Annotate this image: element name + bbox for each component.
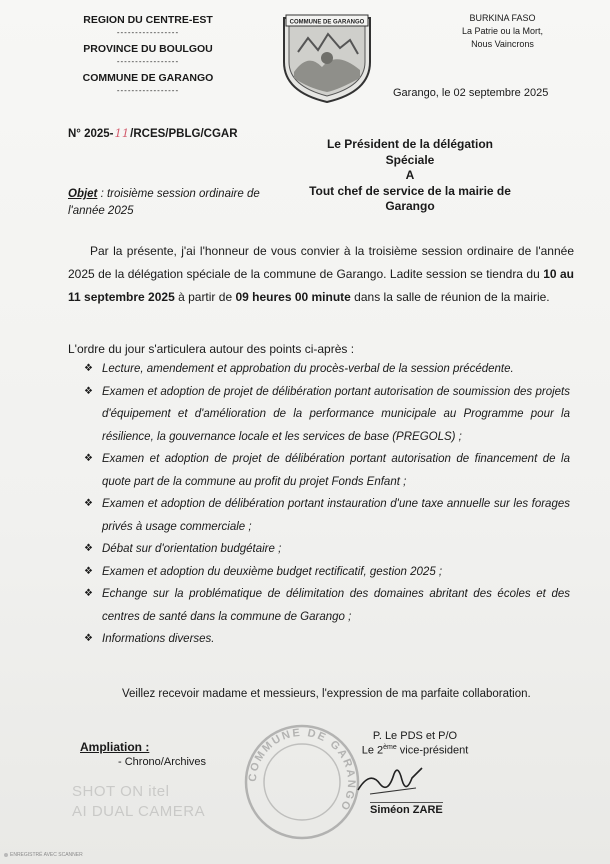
scanner-footer	[4, 852, 83, 858]
watermark-line: AI DUAL CAMERA	[72, 803, 206, 821]
handwritten-signature-icon	[350, 760, 430, 800]
subject-block	[68, 186, 298, 221]
signatory-name: Siméon ZARE	[370, 804, 443, 816]
agenda-item-text: Lecture, amendement et approbation du procès-verbal de la session précédente.	[102, 363, 514, 375]
motto-line-1: La Patrie ou la Mort,	[461, 26, 544, 37]
watermark-line: SHOT ON itel	[72, 783, 170, 800]
agenda-item-text: Examen et adoption de délibération portant instauration d'une taxe annuelle sur les forages privés à usage commerciale ;	[102, 498, 570, 533]
agenda-item	[78, 358, 570, 381]
agenda-item	[78, 493, 570, 538]
reference-handwritten: 11	[114, 126, 130, 140]
ampliation-label: Ampliation :	[80, 740, 150, 754]
body-text: dans la salle de réunion de la mairie.	[350, 290, 550, 304]
recipient-line: Tout chef de service de la mairie de	[309, 183, 511, 198]
agenda-item-text: Débat sur d'orientation budgétaire ;	[102, 543, 282, 555]
agenda-item-text: Examen et adoption de projet de délibération portant autorisation de soumission des projets d'équipement et d'amélioration de la performance municipale au Programme pour la résilience, la gouvernance locale et les services de base (PREGOLS) ;	[102, 385, 570, 443]
subject-text: l'année 2025	[68, 205, 134, 218]
agenda-item-text: Echange sur la problématique de délimitation des domaines abritant des écoles et des centres de santé dans la commune de Garango ;	[102, 588, 570, 623]
agenda-item-text: Informations diverses.	[102, 633, 215, 645]
recipient-line: Spéciale	[385, 152, 435, 167]
commune-title: COMMUNE DE GARANGO	[82, 72, 214, 85]
diamond-bullet-icon: ❖	[84, 633, 93, 644]
recipient-line: Garango	[385, 199, 435, 214]
diamond-bullet-icon: ❖	[84, 498, 93, 509]
recipient-line: A	[405, 168, 415, 183]
session-time: 09 heures 00 minute	[235, 290, 351, 304]
diamond-bullet-icon: ❖	[84, 565, 93, 577]
diamond-bullet-icon: ❖	[84, 588, 93, 599]
signatory-text: Le 2	[361, 744, 384, 757]
scanner-logo-icon	[4, 853, 8, 857]
subject-text: : troisième session ordinaire de	[97, 188, 260, 200]
closing-text: Veillez recevoir madame et messieurs, l'expression de ma parfaite collaboration.	[122, 688, 531, 700]
region-title: REGION DU CENTRE-EST	[83, 14, 213, 26]
diamond-bullet-icon: ❖	[84, 453, 93, 464]
separator-line: -----------------	[116, 56, 180, 66]
header-right-block	[430, 12, 575, 51]
agenda-list	[78, 358, 570, 651]
municipal-crest-icon	[278, 12, 376, 104]
subject-label: Objet	[68, 188, 98, 200]
agenda-item	[78, 561, 570, 584]
closing-paragraph	[68, 683, 574, 705]
separator-line: -----------------	[116, 85, 180, 95]
agenda-item	[78, 448, 570, 493]
signatory-line-1: P. Le PDS et P/O	[372, 730, 458, 742]
country-name: BURKINA FASO	[469, 13, 536, 23]
diamond-bullet-icon: ❖	[84, 363, 93, 374]
diamond-bullet-icon: ❖	[84, 543, 93, 554]
document-date: Garango, le 02 septembre 2025	[393, 87, 549, 99]
agenda-item	[78, 381, 570, 449]
body-paragraph	[68, 240, 574, 309]
separator-line: -----------------	[116, 27, 180, 37]
body-text: à partir de	[174, 290, 236, 304]
agenda-item-text: Examen et adoption de projet de délibération portant autorisation de financement de la quote part de la commune au profit du projet Fonds Enfant ;	[102, 453, 570, 488]
motto-line-2: Nous Vaincrons	[471, 39, 534, 50]
agenda-item	[78, 628, 570, 651]
diamond-bullet-icon: ❖	[84, 385, 93, 397]
agenda-item	[78, 538, 570, 561]
footer-text: ENREGISTRÉ AVEC SCANNER	[10, 852, 83, 858]
ampliation-item: - Chrono/Archives	[118, 756, 207, 768]
body-text: Par la présente, j'ai l'honneur de vous convier à la troisième session ordinaire de l'année 2025 de la délégation spéciale de la commune de Garango. Ladite session se tiendra du	[68, 244, 574, 281]
signatory-sup: ème	[383, 744, 397, 752]
agenda-item-text: Examen et adoption du deuxième budget rectificatif, gestion 2025 ;	[102, 565, 443, 578]
signatory-text: vice-président	[396, 744, 469, 757]
signatory-line-2	[345, 743, 485, 758]
recipient-block	[300, 137, 520, 215]
stamp-text: COMMUNE DE GARANGO	[246, 726, 358, 814]
agenda-item	[78, 583, 570, 628]
header-left-block	[58, 14, 238, 102]
camera-watermark	[72, 782, 205, 823]
province-title: PROVINCE DU BOULGOU	[83, 43, 213, 56]
reference-number	[68, 126, 238, 140]
reference-prefix: N° 2025-	[68, 128, 114, 140]
crest-label: COMMUNE DE GARANGO	[289, 19, 365, 26]
signatory-block	[345, 729, 485, 758]
agenda-intro: L'ordre du jour s'articulera autour des points ci-après :	[68, 342, 355, 356]
official-stamp-icon	[242, 722, 362, 842]
recipient-line: Le Président de la délégation	[326, 137, 494, 151]
session-dates: 10 au 11 septembre 2025	[68, 267, 575, 304]
reference-suffix: /RCES/PBLG/CGAR	[130, 128, 238, 140]
